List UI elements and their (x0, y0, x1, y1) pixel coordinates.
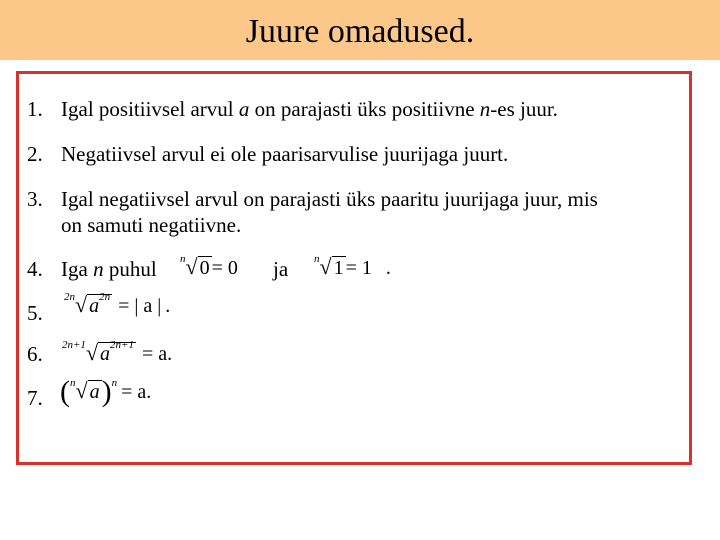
item-number: 5. (27, 301, 43, 325)
item-text-line1: Igal negatiivsel arvul on parajasti üks paaritu juurijaga juur, mis (61, 187, 598, 211)
item-number: 6. (27, 342, 43, 366)
item-text: Iga n puhul (61, 257, 157, 281)
item-text: Negatiivsel arvul ei ole paarisarvulise juurijaga juurt. (61, 142, 509, 166)
formula-root-one: $^n$√ 1 = 1 . (314, 253, 391, 279)
formula-odd-root: $^{2n+1}$√ $a^{2n+1} = a$. (62, 339, 173, 365)
joiner-word: ja (273, 257, 289, 281)
formula-root-power: ($^n$√ a)$^n$ = a. (60, 375, 152, 408)
item-number: 3. (27, 187, 43, 211)
formula-root-zero: $^n$√ 0 = 0 (180, 253, 238, 279)
item-number: 7. (27, 386, 43, 410)
item-text-line2: on samuti negatiivne. (61, 213, 242, 237)
slide-title: Juure omadused. (245, 13, 475, 50)
formula-even-root: $^{2n}$√ $a^{2n}$ = | a | . (64, 291, 171, 317)
item-text: Igal positiivsel arvul a on parajasti üks positiivne n-es juur. (61, 97, 558, 121)
item-number: 2. (27, 142, 43, 166)
item-number: 4. (27, 257, 43, 281)
list-item-3-cont (61, 212, 241, 238)
item-number: 1. (27, 97, 43, 121)
